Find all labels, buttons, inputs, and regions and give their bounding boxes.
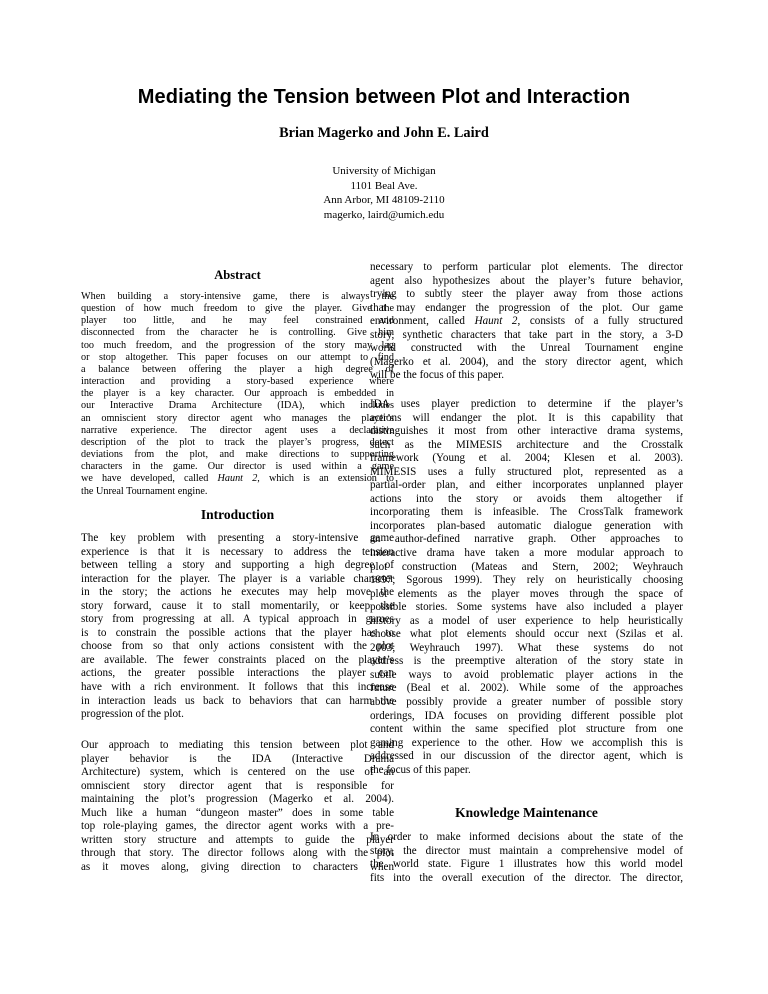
body-line: experience is that it is necessary to address the tension: [81, 545, 394, 558]
body-line: fits into the overall execution of the director. The director,: [370, 871, 683, 884]
abstract-line: question of how much freedom to give the player. Give the: [81, 303, 394, 315]
body-line: actions into the story or avoids them altogether if: [370, 492, 683, 505]
abstract-line-part: , which is an extension to: [257, 473, 395, 485]
body-line: In order to make informed decisions about the state of the: [370, 831, 683, 843]
body-line: plot elements as the player moves through the space of: [370, 587, 683, 600]
body-line: gaming experience to the other. How we accomplish this is: [370, 736, 683, 749]
body-line: story, the director must maintain a comprehensive model of: [370, 844, 683, 857]
body-line: [370, 315, 683, 329]
affiliation-city: Ann Arbor, MI 48109-2110: [323, 194, 445, 206]
body-line: IDA uses player prediction to determine if the player’s: [370, 398, 683, 410]
body-line: choose from so that only actions consistent with the plot: [81, 640, 394, 653]
body-line: address is the preemptive alteration of the story state in: [370, 655, 683, 668]
body-line: history as a model of user experience to help heuristically: [370, 614, 683, 627]
body-line: in interaction leads us back to behaviors that can harm the: [81, 694, 394, 707]
body-line-part: environment, called: [370, 315, 475, 328]
body-line: choose what plot elements should occur next (Szilas et al.: [370, 628, 683, 641]
right-paragraph-2: [370, 398, 683, 777]
body-line: plot construction (Mateas and Stern, 2002; Weyhrauch: [370, 560, 683, 573]
body-line: story, synthetic characters that take part in the story, a 3-D: [370, 328, 683, 341]
body-line: in the story; the actions he executes may help move the: [81, 586, 394, 599]
body-line: partial-order plan, and either incorporates unplanned player: [370, 479, 683, 492]
body-line: written story structure and attempts to guide the player: [81, 833, 394, 846]
body-line: the world state. Figure 1 illustrates how this world model: [370, 858, 683, 871]
abstract-line: deviations from the plot, and make directions to supporting: [81, 449, 394, 461]
affiliation-street: 1101 Beal Ave.: [350, 179, 418, 192]
abstract-heading: Abstract: [214, 268, 261, 282]
body-line: Architecture) system, which is centered on the use of an: [81, 766, 394, 779]
body-line: addressed in our discussion of the director agent, which is: [370, 750, 683, 763]
body-line: player behavior is the IDA (Interactive Drama: [81, 752, 394, 765]
body-line: possible stories. Some systems have also included a player: [370, 601, 683, 614]
introduction-heading: Introduction: [200, 507, 275, 522]
right-paragraph-1: [370, 261, 683, 383]
body-line: through that story. The director follows along with the plot: [81, 847, 394, 860]
abstract-line: the Unreal Tournament engine.: [81, 485, 208, 497]
body-line-part: , consists of a fully structured: [517, 315, 683, 328]
body-line: omniscient story director agent that is responsible for: [81, 779, 394, 792]
abstract-line: characters in the game. Our director is used within a game: [81, 461, 394, 473]
body-line: actions will endanger the plot. It is this capability that: [370, 411, 683, 424]
body-line: such as the MIMESIS architecture and the Crosstalk: [370, 438, 683, 451]
abstract-line: an omniscient story director agent who manages the player’s: [81, 412, 394, 424]
body-line: future (Beal et al. 2002). While some of the approaches: [370, 682, 683, 695]
abstract-line: our Interactive Drama Architecture (IDA), which includes: [81, 400, 394, 412]
abstract-line: too much freedom, and the progression of the story may lag: [81, 339, 394, 351]
body-line: progression of the plot.: [81, 708, 184, 721]
abstract-line: description of the plot to track the player’s progress, detect: [81, 436, 394, 448]
body-line: necessary to perform particular plot elements. The director: [370, 261, 683, 273]
affiliation-institution: University of Michigan: [332, 165, 436, 177]
body-line: top role-playing games, the director agent works with a pre-: [81, 820, 394, 833]
abstract-line: [81, 473, 394, 485]
body-line: are available. The fewer constraints placed on the player’s: [81, 653, 394, 666]
body-line: an author-defined narrative graph. Other approaches to: [370, 533, 683, 546]
body-line: content within the same specified plot structure from one: [370, 723, 683, 736]
abstract-line: interaction and providing a story-based experience where: [81, 376, 394, 388]
intro-paragraph-2: [81, 739, 394, 874]
body-line: The key problem with presenting a story-intensive game: [81, 532, 394, 544]
abstract-line: When building a story-intensive game, there is always the: [81, 291, 394, 302]
abstract-line: disconnected from the character he is controlling. Give him: [81, 327, 394, 339]
body-line: incorporates plan-based automatic dialogue generation with: [370, 519, 683, 532]
body-line: 2003; Weyhrauch 1997). What these systems do not: [370, 641, 683, 654]
affiliation-email: magerko, laird@umich.edu: [323, 208, 445, 221]
body-line: framework (Young et al. 2004; Klesen et al. 2003).: [370, 452, 683, 465]
right-paragraph-3: [370, 831, 683, 885]
abstract-line-part: we have developed, called: [81, 473, 218, 485]
body-line: is to constrain the possible actions that the player has to: [81, 626, 394, 639]
body-line: trying to subtly steer the player away from those actions: [370, 288, 683, 301]
body-line: 1997; Sgorous 1999). They rely on heuristically choosing: [370, 574, 683, 587]
body-line: actions, the greater possible interactions the player can: [81, 667, 394, 680]
affiliation: [40, 164, 728, 222]
body-line: between telling a story and supporting a high degree of: [81, 559, 394, 572]
knowledge-maintenance-heading: Knowledge Maintenance: [455, 805, 598, 820]
body-line: incorporating them is infeasible. The CrossTalk framework: [370, 506, 683, 519]
body-line: that may endanger the progression of the plot. Our game: [370, 301, 683, 314]
intro-paragraph-1: [81, 532, 394, 722]
body-line: as it moves along, giving direction to characters when: [81, 860, 394, 873]
abstract-line: narrative experience. The director agent uses a declarative: [81, 424, 394, 436]
body-line: interactive drama have taken a more modular approach to: [370, 547, 683, 560]
paper-title: Mediating the Tension between Plot and Interaction: [137, 86, 631, 108]
game-title: Haunt 2: [474, 315, 518, 328]
abstract-text: [81, 291, 394, 498]
body-line: (Magerko et al. 2004), and the story director agent, which: [370, 355, 683, 368]
body-line: above possibly provide a greater number of possible story: [370, 696, 683, 709]
body-line: the focus of this paper.: [370, 763, 471, 776]
body-line: will be the focus of this paper.: [370, 369, 505, 382]
body-line: world constructed with the Unreal Tournament engine: [370, 342, 683, 355]
body-line: story from progressing at all. A typical approach in games: [81, 613, 394, 626]
abstract-line: a balance between offering the player a high degree of: [81, 363, 394, 375]
body-line: Our approach to mediating this tension between plot and: [81, 739, 394, 751]
body-line: maintaining the plot’s progression (Magerko et al. 2004).: [81, 793, 394, 806]
abstract-line: player too little, and he may feel constrained and: [81, 315, 394, 327]
paper-authors: Brian Magerko and John E. Laird: [279, 125, 489, 141]
body-line: orderings, IDA focuses on providing different possible plot: [370, 709, 683, 722]
body-line: story forward, cause it to stall momentarily, or keep the: [81, 599, 394, 612]
body-line: agent also hypothesizes about the player’s future behavior,: [370, 274, 683, 287]
body-line: MIMESIS uses a fully structured plot, represented as a: [370, 465, 683, 478]
body-line: distinguishes it most from other interactive drama systems,: [370, 425, 683, 438]
body-line: have with a rich environment. It follows that this increase: [81, 681, 394, 694]
body-line: interaction for the player. The player is a variable character: [81, 572, 394, 585]
abstract-line: the player is a key character. Our approach is embedded in: [81, 388, 394, 400]
game-title: Haunt 2: [217, 473, 258, 485]
body-line: subtle ways to avoid problematic player actions in the: [370, 668, 683, 681]
abstract-line: or stop altogether. This paper focuses on our attempt to find: [81, 351, 394, 363]
body-line: Much like a human “dungeon master” does in some table: [81, 806, 394, 819]
